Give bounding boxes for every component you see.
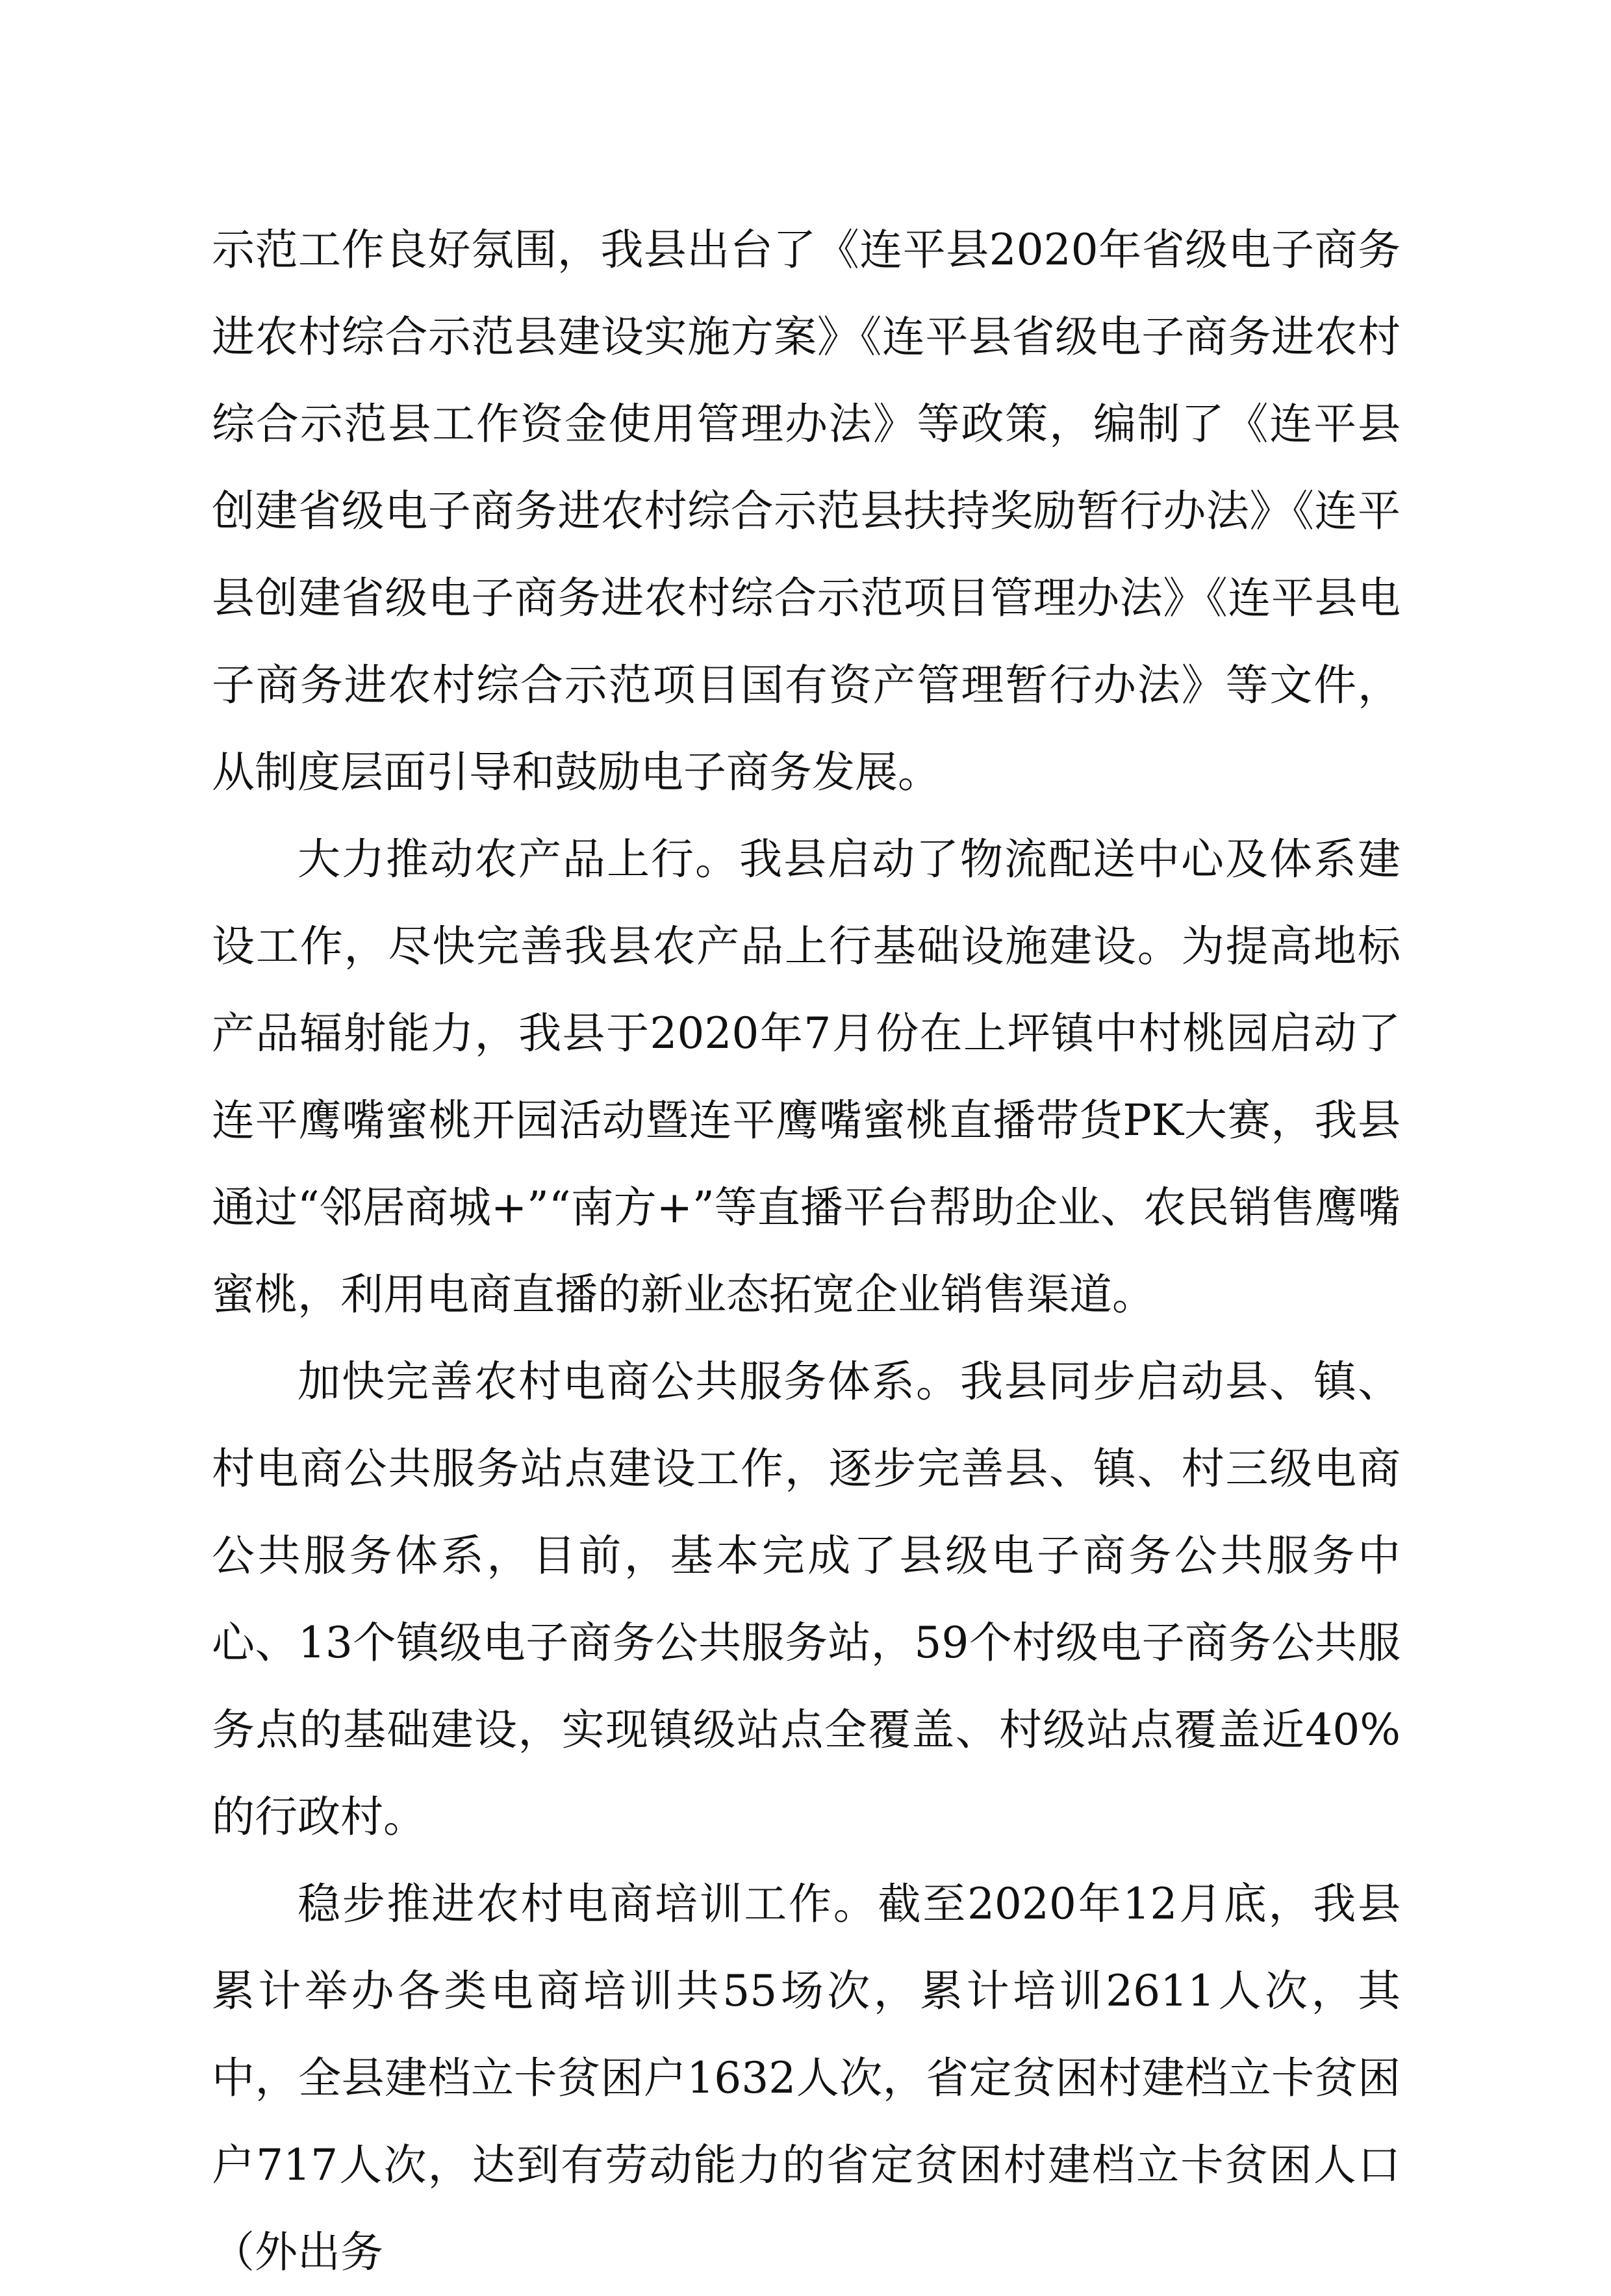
paragraph-agri-products: 大力推动农产品上行。我县启动了物流配送中心及体系建设工作，尽快完善我县农产品上行基础设施建设。为提高地标产品辐射能力，我县于2020年7月份在上坪镇中村桃园启动了连平鹰嘴蜜桃开园活动暨连平鹰嘴蜜桃直播带货PK大赛，我县通过“邻居商城+”“南方+”等直播平台帮助企业、农民销售鹰嘴蜜桃，利用电商直播的新业态拓宽企业销售渠道。 <box>212 834 1401 1320</box>
paragraph-continued: 示范工作良好氛围，我县出台了《连平县2020年省级电子商务进农村综合示范县建设实施方案》《连平县省级电子商务进农村综合示范县工作资金使用管理办法》等政策，编制了《连平县创建省级电子商务进农村综合示范县扶持奖励暂行办法》《连平县创建省级电子商务进农村综合示范项目管理办法》《连平县电子商务进农村综合示范项目国有资产管理暂行办法》等文件，从制度层面引导和鼓励电子商务发展。 <box>212 225 1401 797</box>
paragraph-public-service: 加快完善农村电商公共服务体系。我县同步启动县、镇、村电商公共服务站点建设工作，逐步完善县、镇、村三级电商公共服务体系，目前，基本完成了县级电子商务公共服务中心、13个镇级电子商务公共服务站，59个村级电子商务公共服务点的基础建设，实现镇级站点全覆盖、村级站点覆盖近40%的行政村。 <box>212 1357 1401 1842</box>
paragraph-training: 稳步推进农村电商培训工作。截至2020年12月底，我县累计举办各类电商培训共55场次，累计培训2611人次，其中，全县建档立卡贫困户1632人次，省定贫困村建档立卡贫困户717人次，达到有劳动能力的省定贫困村建档立卡贫困人口（外出务 <box>212 1879 1401 2277</box>
document-body <box>212 207 1401 2296</box>
